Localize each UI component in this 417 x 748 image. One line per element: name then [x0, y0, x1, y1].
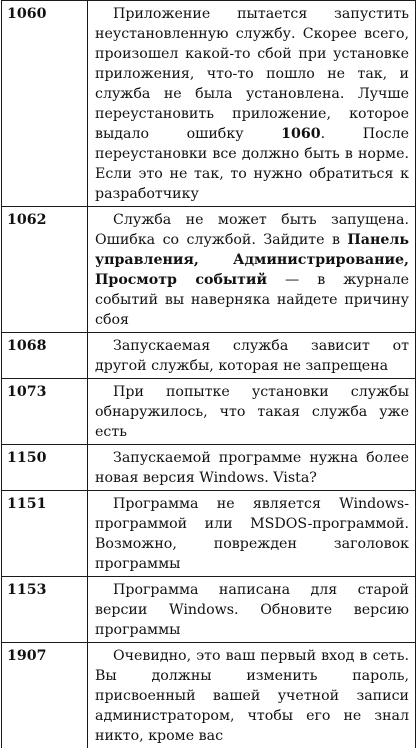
table-row: [2, 379, 416, 445]
error-code: 1151: [2, 491, 88, 577]
error-code: 1062: [2, 207, 88, 333]
error-code: 1150: [2, 445, 88, 491]
error-description: Программа не является Windows-программой или MSDOS-программой. Возможно, поврежден заголовок программы: [88, 491, 416, 577]
error-code: 1060: [2, 1, 88, 207]
table-row: [2, 333, 416, 379]
table-row: [2, 207, 416, 333]
error-description: При попытке установки службы обнаружилось, что такая служба уже есть: [88, 379, 416, 445]
error-description: Запускаемая служба зависит от другой службы, которая не запрещена: [88, 333, 416, 379]
error-description: Приложение пытается запустить неустановленную службу. Скорее всего, произошел какой-то сбой при установке приложения, что-то пошло не так, и служба не была установлена. Лучше переустановить приложение, которое выдало ошибку 1060. После переустановки все должно быть в норме. Если это не так, то нужно обратиться к разработчику: [88, 1, 416, 207]
table-row: [2, 643, 416, 748]
table-row: [2, 491, 416, 577]
error-codes-table: [1, 0, 416, 748]
table-row: [2, 577, 416, 643]
table-row: [2, 1, 416, 207]
table-row: [2, 445, 416, 491]
bold-menu-path: Панель управления, Администрирование, Просмотр событий: [95, 232, 409, 288]
error-code: 1907: [2, 643, 88, 748]
error-code: 1068: [2, 333, 88, 379]
error-description: Служба не может быть запущена. Ошибка со службой. Зайдите в Панель управления, Администрирование, Просмотр событий — в журнале событий вы наверняка найдете причину сбоя: [88, 207, 416, 333]
bold-code: 1060: [281, 126, 321, 142]
error-code: 1073: [2, 379, 88, 445]
error-code: 1153: [2, 577, 88, 643]
error-description: Запускаемой программе нужна более новая версия Windows. Vista?: [88, 445, 416, 491]
error-description: Очевидно, это ваш первый вход в сеть. Вы должны изменить пароль, присвоенный вашей учетной записи администратором, чтобы его не знал никто, кроме вас: [88, 643, 416, 748]
error-description: Программа написана для старой версии Windows. Обновите версию программы: [88, 577, 416, 643]
